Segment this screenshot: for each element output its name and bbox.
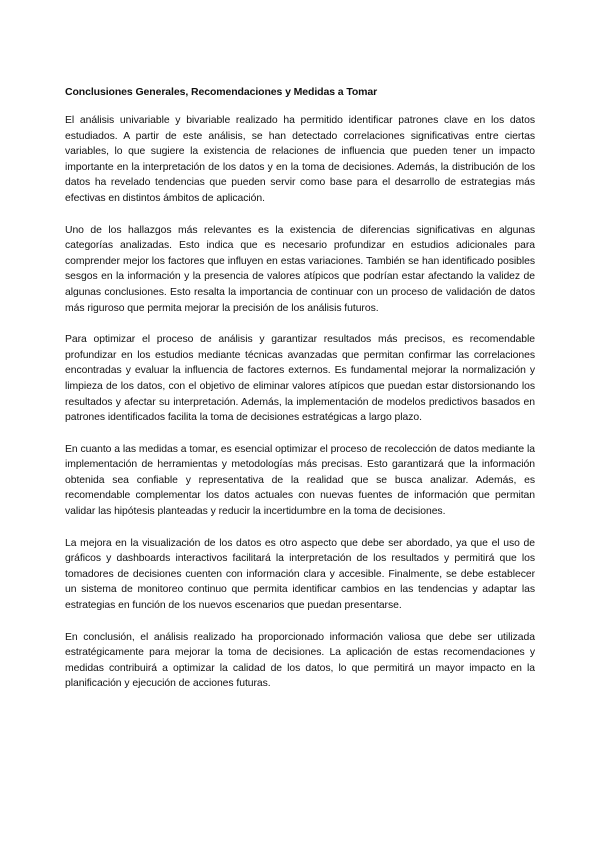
paragraph-key-findings: Uno de los hallazgos más relevantes es la existencia de diferencias significativas en algunas categorías analizadas. Esto indica que es necesario profundizar en estudios adicionales para comprender mejor los factores que influyen en estas variaciones. También se han identificado posibles sesgos en la información y la presencia de valores atípicos que podrían estar afectando la validez de algunas conclusiones. Esto resalta la importancia de continuar con un proceso de validación de datos más riguroso que permita mejorar la precisión de los análisis futuros. bbox=[65, 224, 535, 314]
paragraph-optimization: Para optimizar el proceso de análisis y garantizar resultados más precisos, es recomendable profundizar en los estudios mediante técnicas avanzadas que permitan confirmar las correlaciones encontradas y evaluar la influencia de factores externos. Es fundamental mejorar la normalización y limpieza de los datos, con el objetivo de eliminar valores atípicos que puedan estar distorsionando los resultados y afectar su interpretación. Además, la implementación de modelos predictivos basados en patrones identificados facilita la toma de decisiones estratégicas a largo plazo. bbox=[65, 334, 535, 424]
paragraph-measures: En cuanto a las medidas a tomar, es esencial optimizar el proceso de recolección de datos mediante la implementación de herramientas y metodologías más precisas. Esto garantizará que la información obtenida sea confiable y representativa de la realidad que se busca analizar. Además, es recomendable complementar los datos actuales con nuevas fuentes de información que permitan validar las hipótesis planteadas y reducir la incertidumbre en la toma de decisiones. bbox=[65, 443, 535, 518]
document-title: Conclusiones Generales, Recomendaciones y Medidas a Tomar bbox=[65, 86, 378, 98]
document-body bbox=[65, 85, 535, 708]
paragraph-conclusion: En conclusión, el análisis realizado ha proporcionado información valiosa que debe ser utilizada estratégicamente para mejorar la toma de decisiones. La aplicación de estas recomendaciones y medidas contribuirá a optimizar la calidad de los datos, lo que permitirá un mayor impacto en la planificación y ejecución de acciones futuras. bbox=[65, 631, 535, 690]
paragraph-analysis-summary: El análisis univariable y bivariable realizado ha permitido identificar patrones clave en los datos estudiados. A partir de este análisis, se han detectado correlaciones significativas entre ciertas variables, lo que sugiere la existencia de relaciones de influencia que pueden tener un impacto importante en la interpretación de los datos y en la toma de decisiones. Además, la distribución de los datos ha revelado tendencias que pueden servir como base para el desarrollo de estrategias más efectivas en distintos ámbitos de aplicación. bbox=[65, 115, 535, 204]
paragraph-visualization: La mejora en la visualización de los datos es otro aspecto que debe ser abordado, ya que el uso de gráficos y dashboards interactivos facilitará la interpretación de los resultados y permitirá que los tomadores de decisiones cuenten con información clara y accesible. Finalmente, se debe establecer un sistema de monitoreo continuo que permita identificar cambios en las tendencias y adaptar las estrategias en función de los nuevos escenarios que puedan presentarse. bbox=[65, 537, 535, 612]
